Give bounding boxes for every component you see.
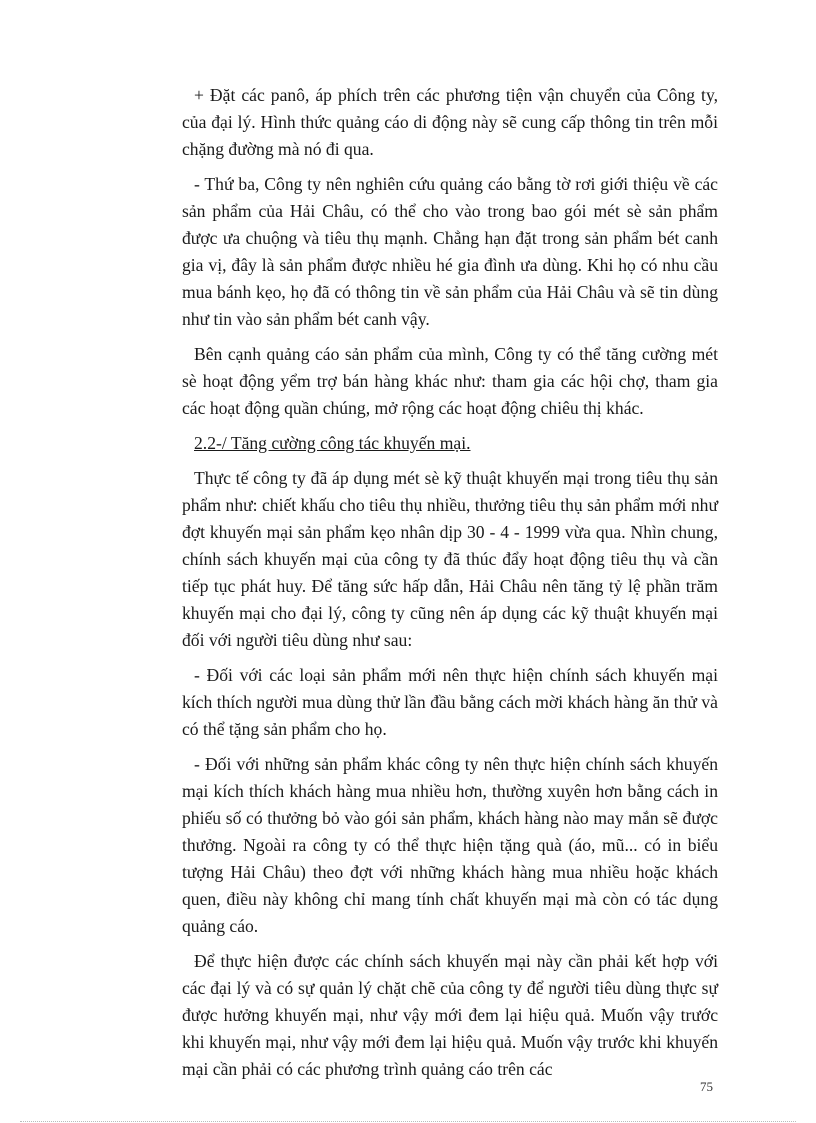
- paragraph-sales-support: Bên cạnh quảng cáo sản phẩm của mình, Công ty có thể tăng cường mét sè hoạt động yểm trợ bán hàng khác như: tham gia các hội chợ, tham gia các hoạt động quần chúng, mở rộng các hoạt động chiêu thị khác.: [182, 344, 718, 418]
- page-body: [182, 82, 718, 1091]
- section-heading: [182, 430, 718, 457]
- page-number: 75: [700, 1079, 713, 1094]
- section-heading-text: 2.2-/ Tăng cường công tác khuyến mại.: [194, 433, 471, 453]
- paragraph-promotion-practice: Thực tế công ty đã áp dụng mét sè kỹ thuật khuyến mại trong tiêu thụ sản phẩm như: chiết khấu cho tiêu thụ nhiều, thưởng tiêu thụ sản phẩm mới như đợt khuyến mại sản phẩm kẹo nhân dịp 30 - 4 - 1999 vừa qua. Nhìn chung, chính sách khuyến mại của công ty đã thúc đẩy hoạt động tiêu thụ và cần tiếp tục phát huy. Để tăng sức hấp dẫn, Hải Châu nên tăng tỷ lệ phần trăm khuyến mại cho đại lý, công ty cũng nên áp dụng các kỹ thuật khuyến mại đối với người tiêu dùng như sau:: [182, 468, 718, 650]
- paragraph-vehicle-posters: + Đặt các panô, áp phích trên các phương tiện vận chuyển của Công ty, của đại lý. Hình thức quảng cáo di động này sẽ cung cấp thông tin trên mỗi chặng đường mà nó đi qua.: [182, 85, 718, 159]
- footer-divider: [20, 1121, 796, 1122]
- paragraph-leaflets: - Thứ ba, Công ty nên nghiên cứu quảng cáo bằng tờ rơi giới thiệu về các sản phẩm của Hải Châu, có thể cho vào trong bao gói mét sè sản phẩm được ưa chuộng và tiêu thụ mạnh. Chẳng hạn đặt trong sản phẩm bét canh gia vị, đây là sản phẩm được nhiều hé gia đình ưa dùng. Khi họ có nhu cầu mua bánh kẹo, họ đã có thông tin về sản phẩm của Hải Châu và sẽ tin dùng như tin vào sản phẩm bét canh vậy.: [182, 174, 718, 329]
- paragraph-implementation: Để thực hiện được các chính sách khuyến mại này cần phải kết hợp với các đại lý và có sự quản lý chặt chẽ của công ty để người tiêu dùng thực sự được hưởng khuyến mại, như vậy mới đem lại hiệu quả. Muốn vậy trước khi khuyến mại, như vậy mới đem lại hiệu quả. Muốn vậy trước khi khuyến mại cần phải có các phương trình quảng cáo trên các: [182, 951, 718, 1079]
- paragraph-other-products: - Đối với những sản phẩm khác công ty nên thực hiện chính sách khuyến mại kích thích khách hàng mua nhiều hơn, thường xuyên hơn bằng cách in phiếu số có thưởng bỏ vào gói sản phẩm, khách hàng nào may mắn sẽ được thưởng. Ngoài ra công ty có thể thực hiện tặng quà (áo, mũ... có in biểu tượng Hải Châu) theo đợt với những khách hàng mua nhiều hoặc khách quen, điều này không chỉ mang tính chất khuyến mại mà còn có tác dụng quảng cáo.: [182, 754, 718, 936]
- paragraph-new-products: - Đối với các loại sản phẩm mới nên thực hiện chính sách khuyến mại kích thích người mua dùng thử lần đầu bằng cách mời khách hàng ăn thử và có thể tặng sản phẩm cho họ.: [182, 665, 718, 739]
